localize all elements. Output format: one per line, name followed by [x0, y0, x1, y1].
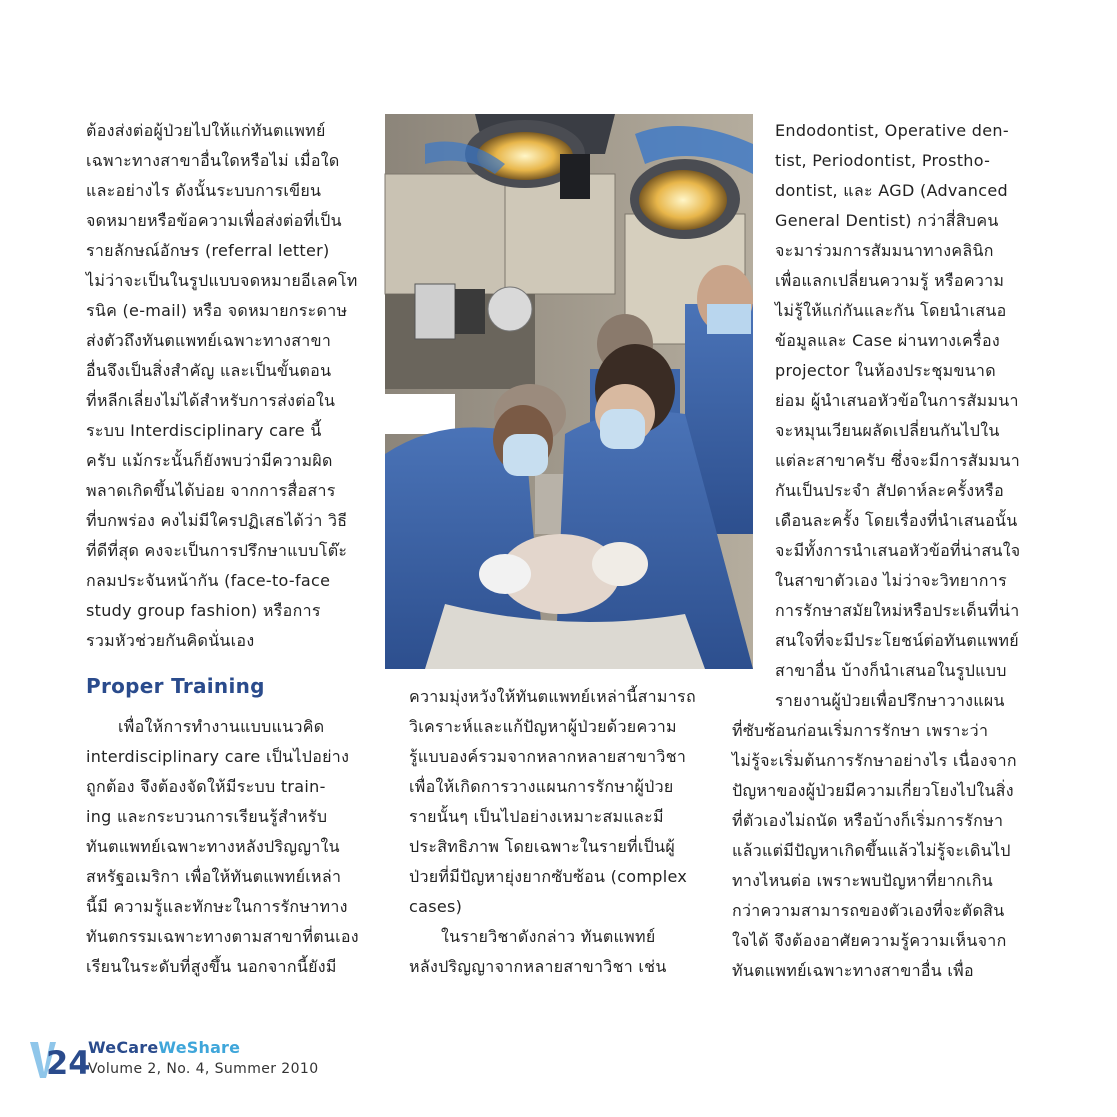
text-line: ทางไหนต่อ เพราะพบปัญหาที่ยากเกิน: [732, 871, 993, 890]
column-1-bottom-text: [86, 712, 384, 982]
text-line: ที่หลีกเลี่ยงไม่ได้สำหรับการส่งต่อใน: [86, 391, 336, 410]
text-line: เรียนในระดับที่สูงขึ้น นอกจากนี้ยังมี: [86, 957, 337, 976]
text-line: รายลักษณ์อักษร (referral letter): [86, 241, 330, 260]
text-line: ที่ตัวเองไม่ถนัด หรือบ้างก็เริ่มการรักษา: [732, 811, 1004, 830]
text-line: แล้วแต่มีปัญหาเกิดขึ้นแล้วไม่รู้จะเดินไป: [732, 841, 1011, 860]
text-line: กลมประจันหน้ากัน (face-to-face: [86, 571, 331, 590]
page-number: 24: [46, 1044, 91, 1082]
text-line: ปัญหาของผู้ป่วยมีความเกี่ยวโยงไปในสิ่ง: [732, 781, 1014, 800]
text-line: จะหมุนเวียนผลัดเปลี่ยนกันไปใน: [775, 421, 1000, 440]
text-line: projector ในห้องประชุมขนาด: [775, 361, 996, 380]
text-line: สหรัฐอเมริกา เพื่อให้ทันตแพทย์เหล่า: [86, 867, 342, 886]
text-line: รายงานผู้ป่วยเพื่อปรึกษาวางแผน: [775, 691, 1005, 710]
text-line: interdisciplinary care เป็นไปอย่าง: [86, 747, 350, 766]
text-line: cases): [409, 897, 463, 916]
text-line: แต่ละสาขาครับ ซึ่งจะมีการสัมมนา: [775, 451, 1021, 470]
column-1-top-text: [86, 116, 362, 656]
text-line: เดือนละครั้ง โดยเรื่องที่นำเสนอนั้น: [775, 511, 1018, 530]
issue-info: Volume 2, No. 4, Summer 2010: [88, 1061, 319, 1077]
text-line: ที่ดีที่สุด คงจะเป็นการปรึกษาแบบโต๊ะ: [86, 541, 348, 560]
text-line: dontist, และ AGD (Advanced: [775, 181, 1008, 200]
text-line: ing และกระบวนการเรียนรู้สำหรับ: [86, 807, 328, 826]
text-line: ข้อมูลและ Case ผ่านทางเครื่อง: [775, 331, 1000, 350]
section-heading: Proper Training: [86, 674, 265, 698]
text-line: พลาดเกิดขึ้นได้บ่อย จากการสื่อสาร: [86, 481, 336, 500]
brand-part-2: WeShare: [158, 1038, 241, 1057]
text-line: รนิค (e-mail) หรือ จดหมายกระดาษ: [86, 301, 348, 320]
text-line: นี้มี ความรู้และทักษะในการรักษาทาง: [86, 897, 348, 916]
text-line: ระบบ Interdisciplinary care นี้: [86, 421, 322, 440]
text-line: กว่าความสามารถของตัวเองที่จะตัดสิน: [732, 901, 1005, 920]
text-line: ในรายวิชาดังกล่าว ทันตแพทย์: [441, 927, 656, 946]
page-footer: [28, 1038, 348, 1088]
text-line: และอย่างไร ดังนั้นระบบการเขียน: [86, 181, 322, 200]
text-line: ที่บกพร่อง คงไม่มีใครปฏิเสธได้ว่า วิธี: [86, 511, 348, 530]
text-line: จะมีทั้งการนำเสนอหัวข้อที่น่าสนใจ: [775, 541, 1021, 560]
magazine-logo-icon: [28, 1038, 91, 1082]
text-line: วิเคราะห์และแก้ปัญหาผู้ป่วยด้วยความ: [409, 717, 677, 736]
text-line: เพื่อแลกเปลี่ยนความรู้ หรือความ: [775, 271, 1005, 290]
text-line: รู้แบบองค์รวมจากหลากหลายสาขาวิชา: [409, 747, 687, 766]
text-line: ทันตแพทย์เฉพาะทางสาขาอื่น เพื่อ: [732, 961, 974, 980]
text-line: ไม่ว่าจะเป็นในรูปแบบจดหมายอีเลคโท: [86, 271, 358, 290]
text-line: เพื่อให้การทำงานแบบแนวคิด: [118, 717, 325, 736]
text-line: การรักษาสมัยใหม่หรือประเด็นที่น่า: [775, 601, 1020, 620]
text-line: ส่งตัวถึงทันตแพทย์เฉพาะทางสาขา: [86, 331, 332, 350]
dental-procedure-photo: [385, 114, 753, 669]
text-line: จะมาร่วมการสัมมนาทางคลินิก: [775, 241, 994, 260]
text-line: ป่วยที่มีปัญหายุ่งยากซับซ้อน (complex: [409, 867, 688, 886]
text-line: ทันตกรรมเฉพาะทางตามสาขาที่ตนเอง: [86, 927, 359, 946]
column-3-bottom-text: [732, 716, 1032, 986]
text-line: อื่นจึงเป็นสิ่งสำคัญ และเป็นขั้นตอน: [86, 361, 332, 380]
brand-name: [88, 1038, 240, 1060]
text-line: ย่อม ผู้นำเสนอหัวข้อในการสัมมนา: [775, 391, 1019, 410]
text-line: สาขาอื่น บ้างก็นำเสนอในรูปแบบ: [775, 661, 1007, 680]
text-line: เพื่อให้เกิดการวางแผนการรักษาผู้ป่วย: [409, 777, 674, 796]
text-line: ถูกต้อง จึงต้องจัดให้มีระบบ train-: [86, 777, 326, 796]
brand-part-1: WeCare: [88, 1038, 159, 1057]
text-line: หลังปริญญาจากหลายสาขาวิชา เช่น: [409, 957, 667, 976]
column-2-text: [409, 682, 709, 982]
text-line: General Dentist) กว่าสี่สิบคน: [775, 211, 999, 230]
text-line: ประสิทธิภาพ โดยเฉพาะในรายที่เป็นผู้: [409, 837, 676, 856]
text-line: รวมหัวช่วยกันคิดนั่นเอง: [86, 631, 255, 650]
text-line: ความมุ่งหวังให้ทันตแพทย์เหล่านี้สามารถ: [409, 687, 696, 706]
text-line: Endodontist, Operative den-: [775, 121, 1009, 140]
text-line: study group fashion) หรือการ: [86, 601, 321, 620]
text-line: ทันตแพทย์เฉพาะทางหลังปริญญาใน: [86, 837, 340, 856]
text-line: ครับ แม้กระนั้นก็ยังพบว่ามีความผิด: [86, 451, 333, 470]
text-line: ในสาขาตัวเอง ไม่ว่าจะวิทยาการ: [775, 571, 1007, 590]
text-line: ไม่รู้จะเริ่มต้นการรักษาอย่างไร เนื่องจาก: [732, 751, 1017, 770]
column-3-top-text: [775, 116, 1032, 716]
text-line: ใจได้ จึงต้องอาศัยความรู้ความเห็นจาก: [732, 931, 1007, 950]
text-line: ไม่รู้ให้แก่กันและกัน โดยนำเสนอ: [775, 301, 1007, 320]
text-line: ต้องส่งต่อผู้ป่วยไปให้แก่ทันตแพทย์: [86, 121, 326, 140]
text-line: รายนั้นๆ เป็นไปอย่างเหมาะสมและมี: [409, 807, 664, 826]
text-line: กันเป็นประจำ สัปดาห์ละครั้งหรือ: [775, 481, 1004, 500]
text-line: สนใจที่จะมีประโยชน์ต่อทันตแพทย์: [775, 631, 1019, 650]
text-line: จดหมายหรือข้อความเพื่อส่งต่อที่เป็น: [86, 211, 342, 230]
text-line: ที่ซับซ้อนก่อนเริ่มการรักษา เพราะว่า: [732, 721, 989, 740]
text-line: tist, Periodontist, Prostho-: [775, 151, 991, 170]
text-line: เฉพาะทางสาขาอื่นใดหรือไม่ เมื่อใด: [86, 151, 340, 170]
